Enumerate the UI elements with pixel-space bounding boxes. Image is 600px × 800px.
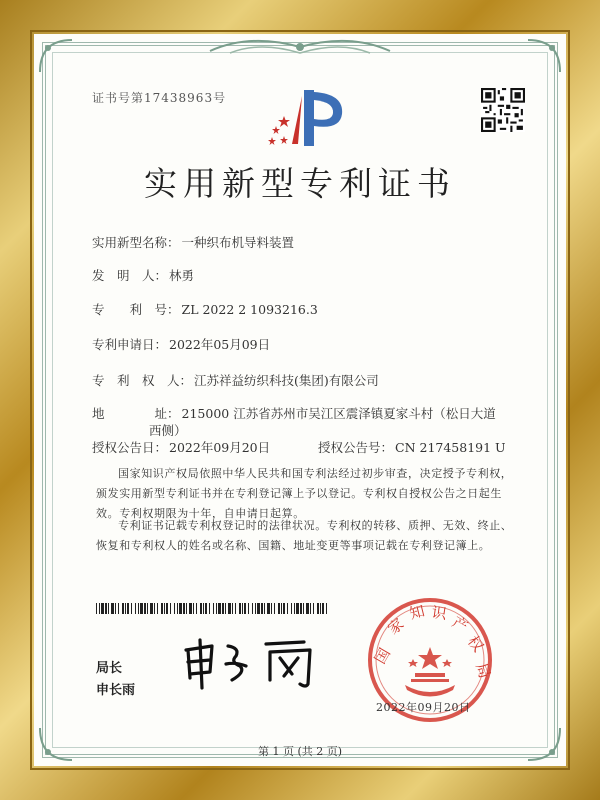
patent-office-logo-icon [262, 86, 352, 152]
field-row-filing-date [92, 335, 270, 353]
barcode-bar [108, 603, 109, 614]
barcode-bar [310, 603, 311, 614]
barcode-bar [170, 603, 171, 614]
seal-date: 2022年09月20日 [376, 701, 471, 714]
barcode-bar [317, 603, 319, 614]
svg-text:识: 识 [430, 603, 448, 624]
field-row-name [92, 233, 294, 251]
field-label: 地 址： [92, 406, 180, 421]
barcode-bar [154, 603, 155, 614]
field-value: ZL 2022 2 1093216.3 [181, 302, 318, 317]
barcode-bar [244, 603, 246, 614]
svg-text:权: 权 [463, 632, 488, 656]
barcode-bar [320, 603, 321, 614]
barcode-bar [161, 603, 163, 614]
barcode-bar [186, 603, 187, 614]
barcode-bar [157, 603, 158, 614]
barcode-bar [232, 603, 233, 614]
barcode-bar [111, 603, 114, 614]
barcode-bar [287, 603, 288, 614]
barcode-bar [164, 603, 165, 614]
barcode-bar [140, 603, 143, 614]
barcode-bar [122, 603, 124, 614]
barcode-bar [150, 603, 153, 614]
field-row-patent-number [92, 300, 318, 318]
svg-text:局: 局 [472, 660, 494, 681]
barcode-bar [125, 603, 126, 614]
field-value: 2022年09月20日 [169, 440, 271, 455]
barcode-bar [313, 603, 314, 614]
barcode-bar [261, 603, 263, 614]
barcode-bar [205, 603, 207, 614]
field-row-address [92, 404, 496, 422]
barcode-bar [193, 603, 194, 614]
barcode-bar [189, 603, 192, 614]
barcode-bar [267, 603, 270, 614]
barcode-bar [283, 603, 285, 614]
barcode-bar [291, 603, 292, 614]
certificate-title: 实用新型专利证书 [144, 164, 456, 203]
field-value: 林勇 [169, 268, 195, 283]
barcode-bar [96, 603, 97, 614]
field-row-address-cont [147, 421, 187, 439]
field-value: 西侧） [149, 423, 187, 438]
barcode-bar [209, 603, 210, 614]
field-label: 授权公告日： [92, 440, 168, 455]
field-label: 专 利 权 人： [92, 373, 193, 388]
svg-text:知: 知 [407, 601, 427, 623]
field-value: 江苏祥益纺织科技(集团)有限公司 [194, 373, 379, 388]
qr-code-icon [481, 88, 525, 132]
signatory-name: 申长雨 [96, 683, 136, 698]
barcode-bar [115, 603, 116, 614]
barcode-bar [274, 603, 275, 614]
field-label: 专 利 号： [92, 302, 180, 317]
barcode-bar [105, 603, 107, 614]
certificate-number: 证书号第17438963号 [92, 91, 227, 105]
barcode-bar [242, 603, 243, 614]
field-label: 实用新型名称： [92, 235, 180, 250]
barcode-bar [144, 603, 146, 614]
barcode-bar [203, 603, 204, 614]
barcode-bar [278, 603, 280, 614]
barcode-bar [303, 603, 304, 614]
svg-text:家: 家 [384, 614, 408, 639]
barcode-bar [213, 603, 214, 614]
barcode-bar [239, 603, 241, 614]
barcode-bar [225, 603, 226, 614]
field-value: 2022年05月09日 [169, 337, 271, 352]
barcode-bar [135, 603, 136, 614]
barcode-bar [101, 603, 104, 614]
top-ornament [200, 33, 400, 59]
field-label: 授权公告号： [318, 440, 394, 455]
barcode-bar [294, 603, 295, 614]
field-value: 215000 江苏省苏州市吴江区震泽镇夏家斗村（松日大道 [181, 406, 496, 421]
body-paragraph-2: 专利证书记载专利权登记时的法律状况。专利权的转移、质押、无效、终止、恢复和专利权人的姓名或名称、国籍、地址变更等事项记载在专利登记簿上。 [96, 519, 513, 552]
barcode-bar [296, 603, 299, 614]
field-value: 一种织布机导料装置 [181, 235, 295, 250]
barcode-bar [147, 603, 148, 614]
barcode-bar [196, 603, 197, 614]
barcode-bar [264, 603, 265, 614]
field-label: 专利申请日： [92, 337, 168, 352]
field-value: CN 217458191 U [395, 440, 506, 455]
barcode-bar [235, 603, 236, 614]
barcode-bar [118, 603, 119, 614]
barcode-bar [166, 603, 168, 614]
barcode-bar [216, 603, 217, 614]
barcode-bar [306, 603, 309, 614]
barcode-bar [127, 603, 129, 614]
signatory-role: 局长 [96, 661, 123, 676]
barcode-bar [281, 603, 282, 614]
barcode [96, 603, 328, 614]
handwritten-signature [180, 632, 320, 692]
barcode-bar [200, 603, 202, 614]
barcode-bar [174, 603, 175, 614]
barcode-bar [252, 603, 253, 614]
barcode-bar [257, 603, 260, 614]
field-row-grant-number [318, 438, 506, 456]
barcode-bar [255, 603, 256, 614]
barcode-bar [300, 603, 302, 614]
barcode-bar [326, 603, 327, 614]
field-row-grant-date [92, 438, 270, 456]
corner-ornament-tr [524, 36, 564, 76]
barcode-bar [271, 603, 272, 614]
barcode-bar [183, 603, 185, 614]
svg-text:国: 国 [370, 644, 394, 667]
barcode-bar [99, 603, 100, 614]
svg-text:产: 产 [449, 612, 472, 636]
body-paragraph-1: 国家知识产权局依照中华人民共和国专利法经过初步审查，决定授予专利权，颁发实用新型专利证书并在专利登记簿上予以登记。专利权自授权公告之日起生效。专利权期限为十年，自申请日起算。 [96, 467, 513, 520]
barcode-bar [138, 603, 139, 614]
barcode-bar [228, 603, 231, 614]
field-row-patentee [92, 371, 379, 389]
barcode-bar [131, 603, 132, 614]
corner-ornament-tl [36, 36, 76, 76]
barcode-bar [248, 603, 249, 614]
barcode-bar [218, 603, 221, 614]
barcode-bar [222, 603, 224, 614]
page-number: 第 1 页 (共 2 页) [257, 745, 343, 758]
barcode-bar [177, 603, 178, 614]
field-label: 发 明 人： [92, 268, 168, 283]
barcode-bar [179, 603, 182, 614]
field-row-inventor [92, 266, 194, 284]
barcode-bar [322, 603, 324, 614]
